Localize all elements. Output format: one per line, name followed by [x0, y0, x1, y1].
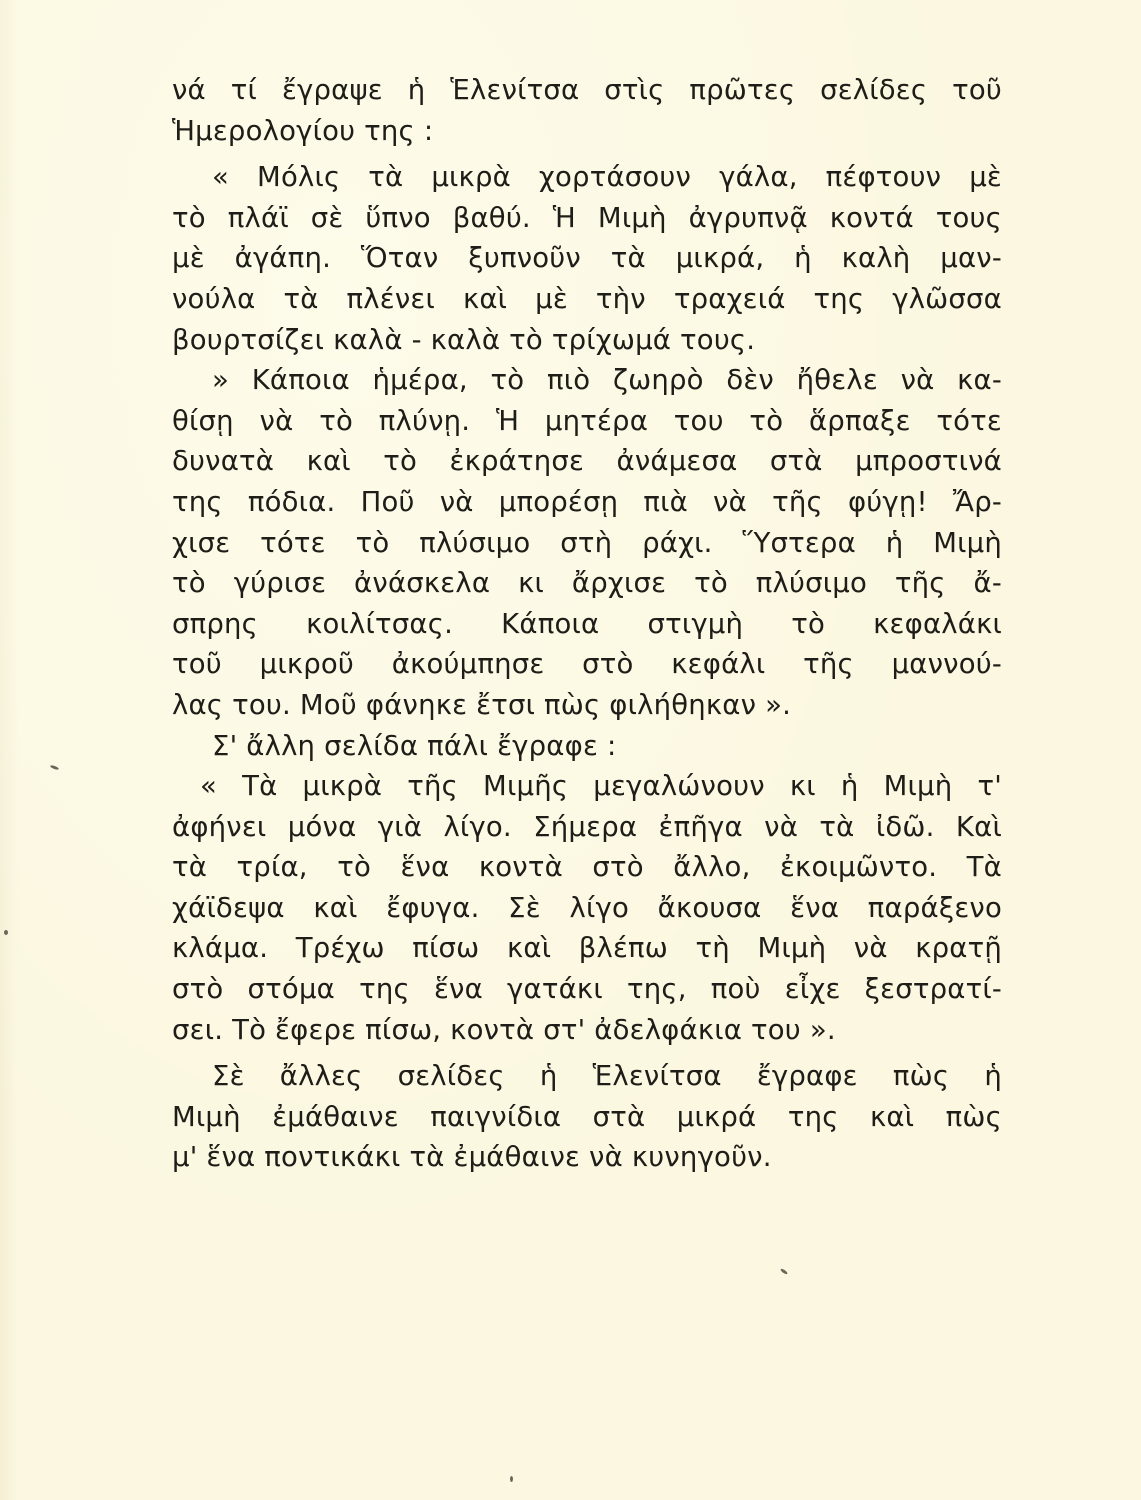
paper-speck [50, 765, 59, 771]
text-line: τὸ πλάϊ σὲ ὕπνο βαθύ. Ἡ Μιμὴ ἀγρυπνᾷ κοντά τους [172, 201, 1002, 234]
text-line: βουρτσίζει καλὰ - καλὰ τὸ τρίχωμά τους. [172, 323, 756, 356]
text-line: νά τί ἔγραψε ἡ Ἑλενίτσα στὶς πρῶτες σελίδες τοῦ [172, 74, 1002, 106]
text-line: Σ' ἄλλη σελίδα πάλι ἔγραφε : [212, 729, 617, 762]
text-line: στὸ στόμα της ἕνα γατάκι της, ποὺ εἶχε ξεστρατί- [172, 973, 1002, 1006]
text-line: ἀφήνει μόνα γιὰ λίγο. Σήμερα ἐπῆγα νὰ τὰ ἰδῶ. Καὶ [172, 810, 1002, 843]
text-line: θίσῃ νὰ τὸ πλύνῃ. Ἡ μητέρα του τὸ ἅρπαξε τότε [172, 404, 1002, 437]
text-line: τοῦ μικροῦ ἀκούμπησε στὸ κεφάλι τῆς μαννού- [172, 648, 1002, 681]
text-line: σει. Τὸ ἔφερε πίσω, κοντὰ στ' ἀδελφάκια του ». [172, 1013, 836, 1046]
paper-speck [780, 1268, 788, 1275]
text-line: « Τὰ μικρὰ τῆς Μιμῆς μεγαλώνουν κι ἡ Μιμὴ τ' [200, 770, 1002, 803]
text-line: « Μόλις τὰ μικρὰ χορτάσουν γάλα, πέφτουν μὲ [212, 161, 1002, 194]
text-line: μὲ ἀγάπη. Ὅταν ξυπνοῦν τὰ μικρά, ἡ καλὴ μαν- [172, 242, 1002, 275]
paper-speck [4, 930, 8, 935]
text-line: νούλα τὰ πλένει καὶ μὲ τὴν τραχειά της γλῶσσα [172, 282, 1002, 315]
text-line: κλάμα. Τρέχω πίσω καὶ βλέπω τὴ Μιμὴ νὰ κρατῇ [172, 932, 1002, 965]
text-line: μ' ἕνα ποντικάκι τὰ ἐμάθαινε νὰ κυνηγοῦν. [172, 1141, 772, 1174]
text-line: χάϊδεψα καὶ ἔφυγα. Σὲ λίγο ἄκουσα ἕνα παράξενο [172, 891, 1002, 924]
text-line: » Κάποια ἡμέρα, τὸ πιὸ ζωηρὸ δὲν ἤθελε νὰ κα- [212, 364, 1002, 397]
page-text [172, 70, 1002, 1178]
text-line: σπρης κοιλίτσας. Κάποια στιγμὴ τὸ κεφαλάκι [172, 607, 1002, 640]
text-line: της πόδια. Ποῦ νὰ μπορέσῃ πιὰ νὰ τῆς φύγῃ! Ἄρ- [172, 485, 1002, 518]
text-line: τὰ τρία, τὸ ἕνα κοντὰ στὸ ἄλλο, ἐκοιμῶντο. Τὰ [172, 851, 1002, 884]
text-line: δυνατὰ καὶ τὸ ἐκράτησε ἀνάμεσα στὰ μπροστινά [172, 445, 1002, 478]
text-line: Μιμὴ ἐμάθαινε παιγνίδια στὰ μικρά της καὶ πὼς [172, 1100, 1002, 1133]
text-line: τὸ γύρισε ἀνάσκελα κι ἄρχισε τὸ πλύσιμο τῆς ἄ- [172, 567, 1002, 600]
text-line: Ἡμερολογίου της : [172, 114, 434, 147]
paper-speck [510, 1476, 513, 1482]
text-line: χισε τότε τὸ πλύσιμο στὴ ράχι. Ὕστερα ἡ Μιμὴ [172, 526, 1002, 559]
text-line: Σὲ ἄλλες σελίδες ἡ Ἑλενίτσα ἔγραφε πὼς ἡ [212, 1060, 1002, 1093]
text-line: λας του. Μοῦ φάνηκε ἔτσι πὼς φιλήθηκαν ». [172, 688, 792, 721]
